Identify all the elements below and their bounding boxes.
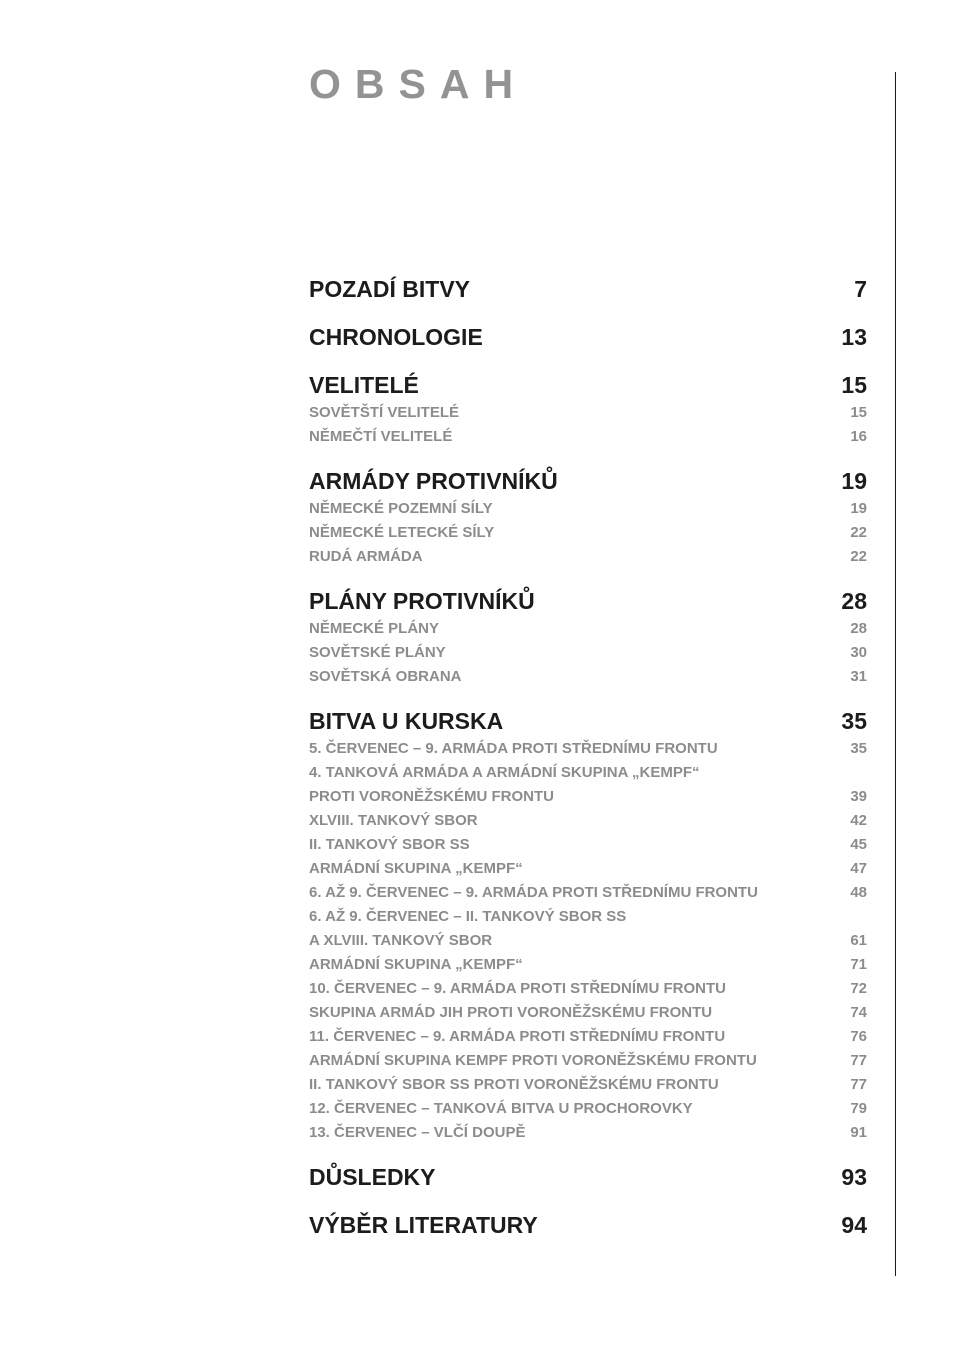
toc-subentry[interactable] [309,548,867,572]
toc-subentry[interactable] [309,908,867,932]
subentry-title: NĚMECKÉ POZEMNÍ SÍLY [309,500,493,517]
chapter-page-number: 35 [841,708,867,734]
chapter-title: CHRONOLOGIE [309,324,483,350]
chapter-page-number: 13 [841,324,867,350]
section-spacer [309,1196,867,1212]
subentry-title: 11. ČERVENEC – 9. ARMÁDA PROTI STŘEDNÍMU FRONTU [309,1028,726,1045]
section-spacer [309,1148,867,1164]
subentry-page-number: 35 [850,740,867,757]
chapter-page-number: 15 [841,372,867,398]
toc-subentry[interactable] [309,1076,867,1100]
toc-section [309,276,867,308]
subentry-title: 13. ČERVENEC – VLČÍ DOUPĚ [309,1124,526,1141]
subentry-page-number: 31 [850,668,867,685]
subentry-title: II. TANKOVÝ SBOR SS [309,836,470,853]
toc-subentry[interactable] [309,956,867,980]
toc-chapter-entry[interactable] [309,588,867,620]
toc-subentry[interactable] [309,1124,867,1148]
toc-section [309,1212,867,1244]
subentry-page-number: 79 [850,1100,867,1117]
toc-chapter-entry[interactable] [309,276,867,308]
subentry-page-number: 22 [850,548,867,565]
subentry-title: NĚMECKÉ LETECKÉ SÍLY [309,524,495,541]
subentry-title: XLVIII. TANKOVÝ SBOR [309,812,478,829]
toc-subentry[interactable] [309,764,867,788]
subentry-title: ARMÁDNÍ SKUPINA „KEMPF“ [309,956,523,973]
subentry-page-number: 47 [850,860,867,877]
chapter-title: VELITELÉ [309,372,419,398]
toc-subentry[interactable] [309,812,867,836]
right-margin-rule [895,72,896,1276]
subentry-page-number: 74 [850,1004,867,1021]
toc-subentry[interactable] [309,860,867,884]
subentry-page-number: 39 [850,788,867,805]
toc-subentry[interactable] [309,884,867,908]
chapter-page-number: 28 [841,588,867,614]
subentry-page-number: 71 [850,956,867,973]
subentry-title: ARMÁDNÍ SKUPINA KEMPF PROTI VORONĚŽSKÉMU FRONTU [309,1052,757,1069]
subentry-title: SOVĚTSKÁ OBRANA [309,668,462,685]
subentry-title: SOVĚTŠTÍ VELITELÉ [309,404,460,421]
toc-subentry[interactable] [309,836,867,860]
toc-subentry[interactable] [309,1052,867,1076]
subentry-page-number: 30 [850,644,867,661]
subentry-page-number: 76 [850,1028,867,1045]
toc-subentry[interactable] [309,620,867,644]
subentry-page-number: 45 [850,836,867,853]
toc-subentry[interactable] [309,1004,867,1028]
toc-section [309,708,867,1148]
subentry-page-number: 72 [850,980,867,997]
section-spacer [309,356,867,372]
subentry-title: NĚMECKÉ PLÁNY [309,620,440,637]
section-spacer [309,692,867,708]
subentry-page-number: 28 [850,620,867,637]
subentry-title: II. TANKOVÝ SBOR SS PROTI VORONĚŽSKÉMU FRONTU [309,1076,719,1093]
toc-chapter-entry[interactable] [309,1164,867,1196]
toc-subentry[interactable] [309,404,867,428]
subentry-page-number: 22 [850,524,867,541]
toc-subentry[interactable] [309,1100,867,1124]
subentry-title: ARMÁDNÍ SKUPINA „KEMPF“ [309,860,523,877]
toc-chapter-entry[interactable] [309,324,867,356]
subentry-title: 10. ČERVENEC – 9. ARMÁDA PROTI STŘEDNÍMU FRONTU [309,980,726,997]
section-spacer [309,308,867,324]
toc-subentry[interactable] [309,644,867,668]
subentry-title: SOVĚTSKÉ PLÁNY [309,644,446,661]
chapter-title: PLÁNY PROTIVNÍKŮ [309,588,535,614]
toc-subentry[interactable] [309,932,867,956]
toc-subentry[interactable] [309,524,867,548]
chapter-page-number: 7 [854,276,867,302]
toc-chapter-entry[interactable] [309,372,867,404]
chapter-page-number: 19 [841,468,867,494]
toc-subentry[interactable] [309,1028,867,1052]
subentry-page-number: 77 [850,1076,867,1093]
subentry-page-number: 42 [850,812,867,829]
chapter-page-number: 94 [841,1212,867,1238]
toc-subentry[interactable] [309,428,867,452]
toc-subentry[interactable] [309,740,867,764]
chapter-title: ARMÁDY PROTIVNÍKŮ [309,468,558,494]
subentry-title: 5. ČERVENEC – 9. ARMÁDA PROTI STŘEDNÍMU FRONTU [309,740,718,757]
subentry-page-number: 77 [850,1052,867,1069]
section-spacer [309,452,867,468]
chapter-page-number: 93 [841,1164,867,1190]
subentry-page-number: 91 [850,1124,867,1141]
subentry-title: NĚMEČTÍ VELITELÉ [309,428,453,445]
subentry-title: 12. ČERVENEC – TANKOVÁ BITVA U PROCHOROVKY [309,1100,693,1117]
subentry-page-number: 15 [850,404,867,421]
toc-subentry[interactable] [309,668,867,692]
toc-section [309,468,867,572]
subentry-page-number: 48 [850,884,867,901]
toc-subentry[interactable] [309,788,867,812]
page-title: OBSAH [309,61,528,107]
subentry-title: 6. AŽ 9. ČERVENEC – II. TANKOVÝ SBOR SS [309,908,627,925]
toc-subentry[interactable] [309,500,867,524]
subentry-page-number: 19 [850,500,867,517]
table-of-contents [309,276,867,1244]
toc-section [309,324,867,356]
section-spacer [309,572,867,588]
chapter-title: POZADÍ BITVY [309,276,471,302]
toc-chapter-entry[interactable] [309,1212,867,1244]
subentry-title: A XLVIII. TANKOVÝ SBOR [309,932,493,949]
subentry-page-number: 61 [850,932,867,949]
toc-section [309,372,867,452]
subentry-title: 6. AŽ 9. ČERVENEC – 9. ARMÁDA PROTI STŘEDNÍMU FRONTU [309,884,758,901]
subentry-title: 4. TANKOVÁ ARMÁDA A ARMÁDNÍ SKUPINA „KEMPF“ [309,764,700,781]
subentry-title: SKUPINA ARMÁD JIH PROTI VORONĚŽSKÉMU FRONTU [309,1004,713,1021]
subentry-page-number: 16 [850,428,867,445]
chapter-title: VÝBĚR LITERATURY [309,1212,538,1238]
subentry-title: PROTI VORONĚŽSKÉMU FRONTU [309,788,555,805]
toc-chapter-entry[interactable] [309,708,867,740]
chapter-title: BITVA U KURSKA [309,708,504,734]
toc-section [309,1164,867,1196]
subentry-title: RUDÁ ARMÁDA [309,548,423,565]
toc-section [309,588,867,692]
toc-chapter-entry[interactable] [309,468,867,500]
chapter-title: DŮSLEDKY [309,1164,436,1190]
toc-subentry[interactable] [309,980,867,1004]
